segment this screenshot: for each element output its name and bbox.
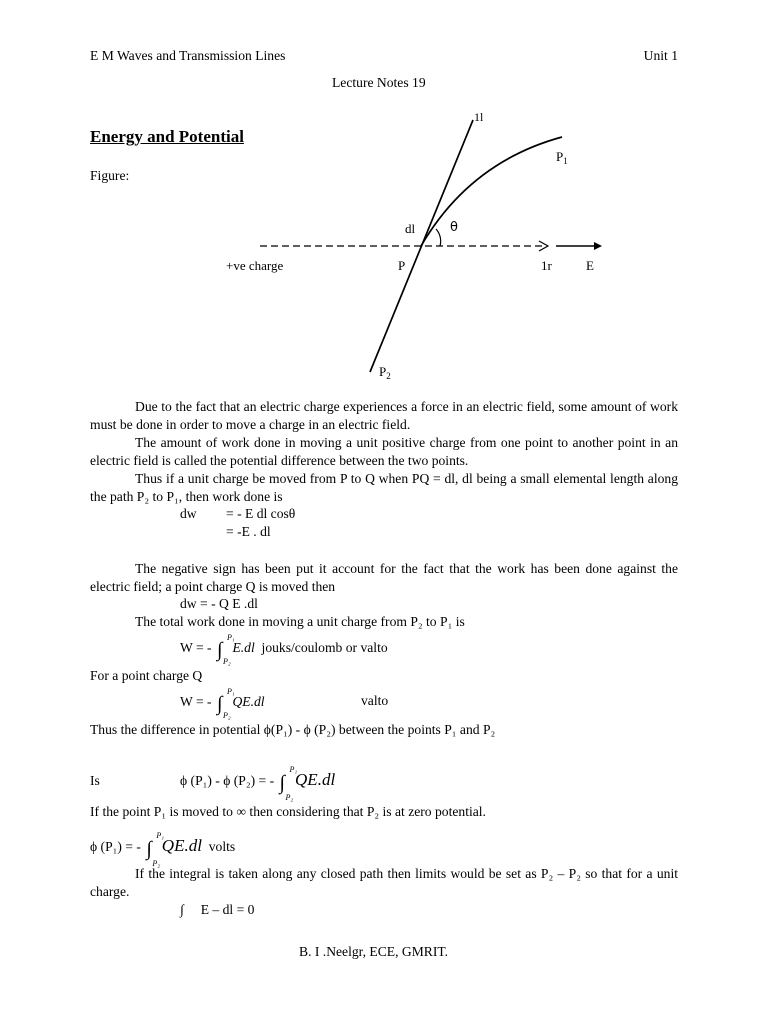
paragraph-2: The amount of work done in moving a unit positive charge from one point to another point in an electric field is called the potential difference between the two points. bbox=[90, 435, 678, 468]
equation-absolute-potential: ϕ (P₁) = - ∫ P₁ P₂ QE.dl volts bbox=[90, 831, 236, 868]
label-p: P bbox=[398, 258, 406, 273]
label-dl: dl bbox=[405, 221, 416, 236]
equation-potential-difference: ϕ (P₁) - ϕ (P₂) = - ∫ P₁ P₂ QE.dl bbox=[180, 765, 336, 802]
integral-sign: ∫ P₁ P₂ bbox=[146, 831, 164, 868]
paragraph-9: If the integral is taken along any closed path then limits would be set as P₂ – P₂ so that for a unit charge. bbox=[90, 866, 678, 899]
paragraph-6: For a point charge Q bbox=[90, 668, 203, 683]
theta-arc bbox=[436, 229, 441, 246]
label-theta: θ bbox=[450, 220, 458, 235]
footer-author: B. I .Neelgr, ECE, GMRIT. bbox=[299, 944, 449, 959]
paragraph-3: Thus if a unit charge be moved from P to Q when PQ = dl, dl being a small elemental length along the path P₂ to P₁, then work done is bbox=[90, 471, 678, 504]
equation-dw-dot: = -E . dl bbox=[226, 524, 271, 539]
header-course-title: E M Waves and Transmission Lines bbox=[90, 48, 286, 63]
curved-path bbox=[421, 137, 562, 246]
header-lecture-number: Lecture Notes 19 bbox=[332, 75, 426, 90]
label-l1: 1l bbox=[474, 110, 484, 124]
equation-dw-cos: = - E dl cosθ bbox=[226, 506, 296, 521]
label-e: E bbox=[586, 258, 594, 273]
equation-dw-label: dw bbox=[180, 506, 197, 521]
paragraph-5: The total work done in moving a unit charge from P₂ to P₁ is bbox=[135, 614, 465, 629]
label-1r: 1r bbox=[541, 258, 552, 273]
label-p1: $P_1$ bbox=[556, 149, 568, 166]
integral-sign: ∫ P₁ P₂ bbox=[216, 633, 235, 666]
section-title: Energy and Potential bbox=[90, 127, 244, 146]
e-field-arrowhead bbox=[594, 242, 602, 250]
header-unit: Unit 1 bbox=[643, 48, 678, 63]
integral-sign: ∫ P₁ P₂ bbox=[216, 687, 235, 720]
equation-work-units: valto bbox=[361, 693, 389, 708]
equation-dw-point-charge: dw = - Q E .dl bbox=[180, 596, 258, 611]
energy-potential-diagram bbox=[0, 0, 768, 400]
equation-work-point-charge: W = - ∫ P₁ P₂ QE.dl bbox=[180, 687, 265, 720]
equation-closed-path: ∫ E – dl = 0 bbox=[180, 902, 255, 917]
paragraph-1: Due to the fact that an electric charge experiences a force in an electric field, some amount of work must be done in order to move a charge in an electric field. bbox=[90, 399, 678, 432]
paragraph-4: The negative sign has been put it account for the fact that the work has been done against the electric field; a point charge Q is moved then bbox=[90, 561, 678, 594]
equation-work-unit-charge: W = - ∫ P₁ P₂ E.dl jouks/coulomb or valto bbox=[180, 633, 388, 666]
label-p2: $P_2$ bbox=[379, 364, 391, 381]
figure-caption: Figure: bbox=[90, 168, 130, 183]
is-label: Is bbox=[90, 773, 100, 788]
integral-sign: ∫ P₁ P₂ bbox=[279, 765, 298, 802]
paragraph-7: Thus the difference in potential ϕ(P₁) - ϕ (P₂) between the points P₁ and P₂ bbox=[90, 722, 496, 737]
paragraph-8: If the point P₁ is moved to ∞ then considering that P₂ is at zero potential. bbox=[90, 804, 486, 819]
label-positive-charge: +ve charge bbox=[226, 258, 284, 273]
